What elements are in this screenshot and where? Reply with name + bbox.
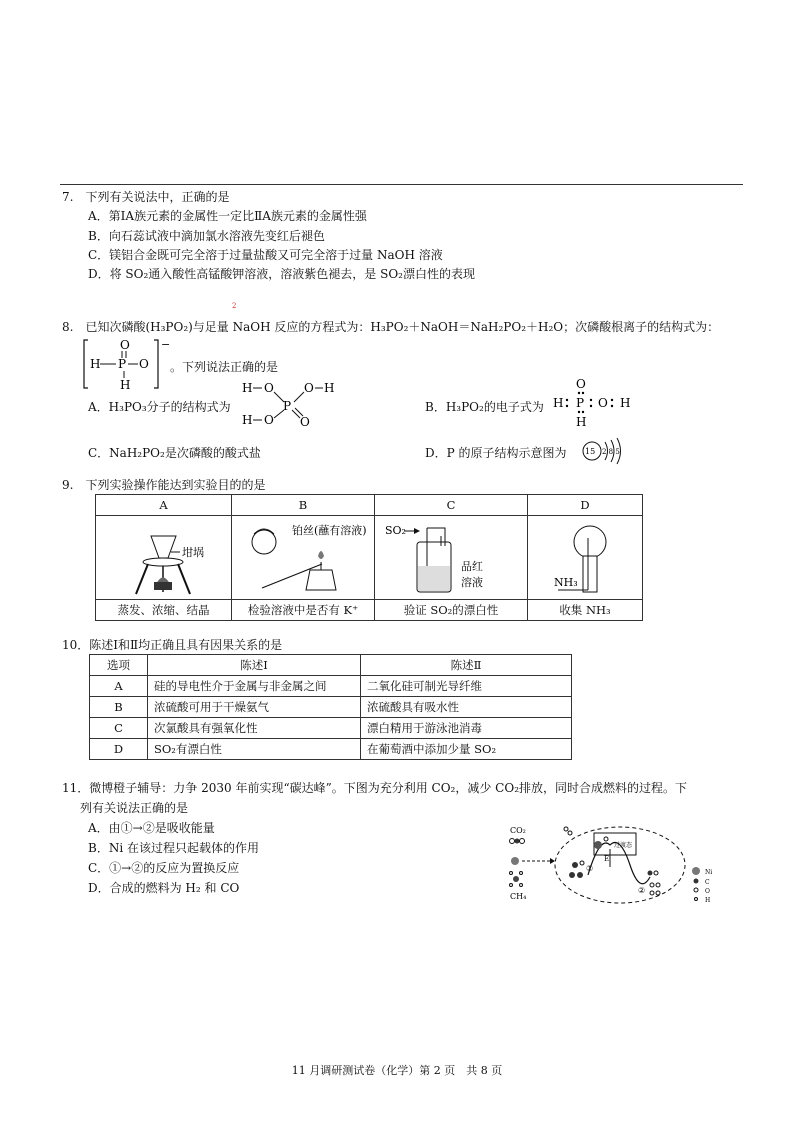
- q9-caption-d: 收集 NH₃: [528, 600, 643, 621]
- phosphite-ion-structure: [82, 336, 172, 392]
- svg-text:H: H: [90, 357, 101, 371]
- svg-text:①: ①: [586, 864, 594, 873]
- q9-table: [95, 494, 643, 621]
- q9-header-a: A: [96, 495, 232, 516]
- table-row: B 浓硫酸可用于干燥氨气 浓硫酸具有吸水性: [90, 697, 572, 718]
- q11-stem-line2: 列有关说法正确的是: [80, 801, 189, 815]
- svg-text:O: O: [576, 377, 586, 391]
- svg-text:H: H: [242, 381, 253, 395]
- svg-text:溶液: 溶液: [461, 576, 483, 589]
- svg-text:H: H: [120, 378, 131, 392]
- q8-stem-tail: 。下列说法正确的是: [170, 360, 279, 374]
- svg-text:O: O: [139, 357, 149, 371]
- svg-text:O: O: [120, 338, 130, 352]
- svg-text:O: O: [304, 381, 314, 395]
- q11-reaction-figure: [500, 815, 730, 905]
- q9-figure-b: [232, 516, 375, 600]
- p-atom-diagram: [580, 436, 630, 466]
- q10-header-statement2: 陈述Ⅱ: [361, 655, 572, 676]
- svg-text:P: P: [283, 399, 292, 413]
- h3po3-structure: [238, 378, 338, 430]
- svg-text:②: ②: [638, 886, 646, 895]
- q7-option-c: C．镁铝合金既可完全溶于过量盐酸又可完全溶于过量 NaOH 溶液: [88, 248, 443, 262]
- q10-header-statement1: 陈述Ⅰ: [148, 655, 361, 676]
- q11-option-c: C．①→②的反应为置换反应: [88, 861, 240, 875]
- q7-option-a: A．第ⅠA族元素的金属性一定比ⅡA族元素的金属性强: [88, 209, 367, 223]
- svg-text:C: C: [705, 879, 710, 886]
- q9-caption-a: 蒸发、浓缩、结晶: [96, 600, 232, 621]
- q9-caption-c: 验证 SO₂的漂白性: [375, 600, 528, 621]
- svg-text:P: P: [576, 396, 585, 410]
- svg-text:坩埚: 坩埚: [182, 546, 204, 559]
- svg-text:O: O: [264, 413, 274, 427]
- q7-option-b: B．向石蕊试液中滴加氯水溶液先变红后褪色: [88, 229, 325, 243]
- svg-text:过渡态: 过渡态: [614, 842, 633, 849]
- q9-caption-b: 检验溶液中是否有 K⁺: [232, 600, 375, 621]
- table-row: A 硅的导电性介于金属与非金属之间 二氧化硅可制光导纤维: [90, 676, 572, 697]
- q9-stem: 9. 下列实验操作能达到实验目的的是: [62, 478, 266, 492]
- q11-stem-line1: 11．微博橙子辅导：力争 2030 年前实现“碳达峰”。下图为充分利用 CO₂，减少 CO₂排放，同时合成燃料的过程。下: [62, 781, 687, 795]
- q11-option-d: D．合成的燃料为 H₂ 和 CO: [88, 881, 240, 895]
- q8-option-c: C．NaH₂PO₂是次磷酸的酸式盐: [88, 446, 261, 460]
- q11-option-b: B．Ni 在该过程只起载体的作用: [88, 841, 259, 855]
- svg-text:H: H: [324, 381, 335, 395]
- svg-text:E: E: [604, 855, 610, 863]
- table-row: C 次氯酸具有强氧化性 漂白精用于游泳池消毒: [90, 718, 572, 739]
- q11-option-a: A．由①→②是吸收能量: [88, 821, 215, 835]
- svg-text:铂丝(蘸有溶液): 铂丝(蘸有溶液): [292, 524, 367, 537]
- svg-text:O: O: [300, 415, 310, 429]
- q9-figure-c: [375, 516, 528, 600]
- q10-stem: 10．陈述Ⅰ和Ⅱ均正确且具有因果关系的是: [62, 638, 283, 652]
- q9-figure-d: [528, 516, 643, 600]
- q9-header-d: D: [528, 495, 643, 516]
- svg-text:H: H: [620, 396, 631, 410]
- page-footer: 11 月调研测试卷（化学）第 2 页 共 8 页: [291, 1064, 503, 1077]
- table-row: D SO₂有漂白性 在葡萄酒中添加少量 SO₂: [90, 739, 572, 760]
- ion-charge: −: [161, 338, 171, 351]
- q8-option-b: B．H₃PO₂的电子式为: [425, 400, 544, 414]
- q8-option-a: A．H₃PO₃分子的结构式为: [88, 400, 231, 414]
- svg-text:2 8 5: 2 8 5: [602, 448, 620, 456]
- q8-stem: 8. 已知次磷酸(H₃PO₂)与足量 NaOH 反应的方程式为：H₃PO₂＋NaOH＝NaH₂PO₂＋H₂O；次磷酸根离子的结构式为：: [62, 320, 720, 334]
- svg-text:SO₂: SO₂: [385, 524, 406, 537]
- svg-text:O: O: [264, 381, 274, 395]
- svg-text:CO₂: CO₂: [510, 826, 526, 835]
- header-rule: [60, 184, 743, 185]
- stray-mark: 2: [232, 302, 237, 310]
- svg-text:15: 15: [585, 447, 596, 456]
- svg-text:NH₃: NH₃: [554, 576, 578, 589]
- svg-text:H: H: [242, 413, 253, 427]
- q7-option-d: D．将 SO₂通入酸性高锰酸钾溶液，溶液紫色褪去，是 SO₂漂白性的表现: [88, 267, 475, 281]
- svg-text:CH₄: CH₄: [510, 892, 527, 901]
- svg-text:O: O: [705, 888, 710, 895]
- q10-table: [89, 654, 572, 760]
- q9-header-c: C: [375, 495, 528, 516]
- svg-text:H: H: [553, 396, 564, 410]
- q7-stem: 7. 下列有关说法中，正确的是: [62, 190, 230, 204]
- svg-text:O: O: [598, 396, 608, 410]
- q8-option-d: D．P 的原子结构示意图为: [425, 446, 567, 460]
- svg-text:Ni: Ni: [705, 869, 713, 876]
- svg-text:H: H: [576, 415, 587, 428]
- svg-text:P: P: [118, 357, 127, 371]
- q10-header-option: 选项: [90, 655, 148, 676]
- svg-text:H: H: [705, 897, 711, 904]
- svg-text:品红: 品红: [461, 560, 483, 573]
- q9-header-b: B: [232, 495, 375, 516]
- h3po2-electron-formula: [550, 376, 640, 428]
- q9-figure-a: [96, 516, 232, 600]
